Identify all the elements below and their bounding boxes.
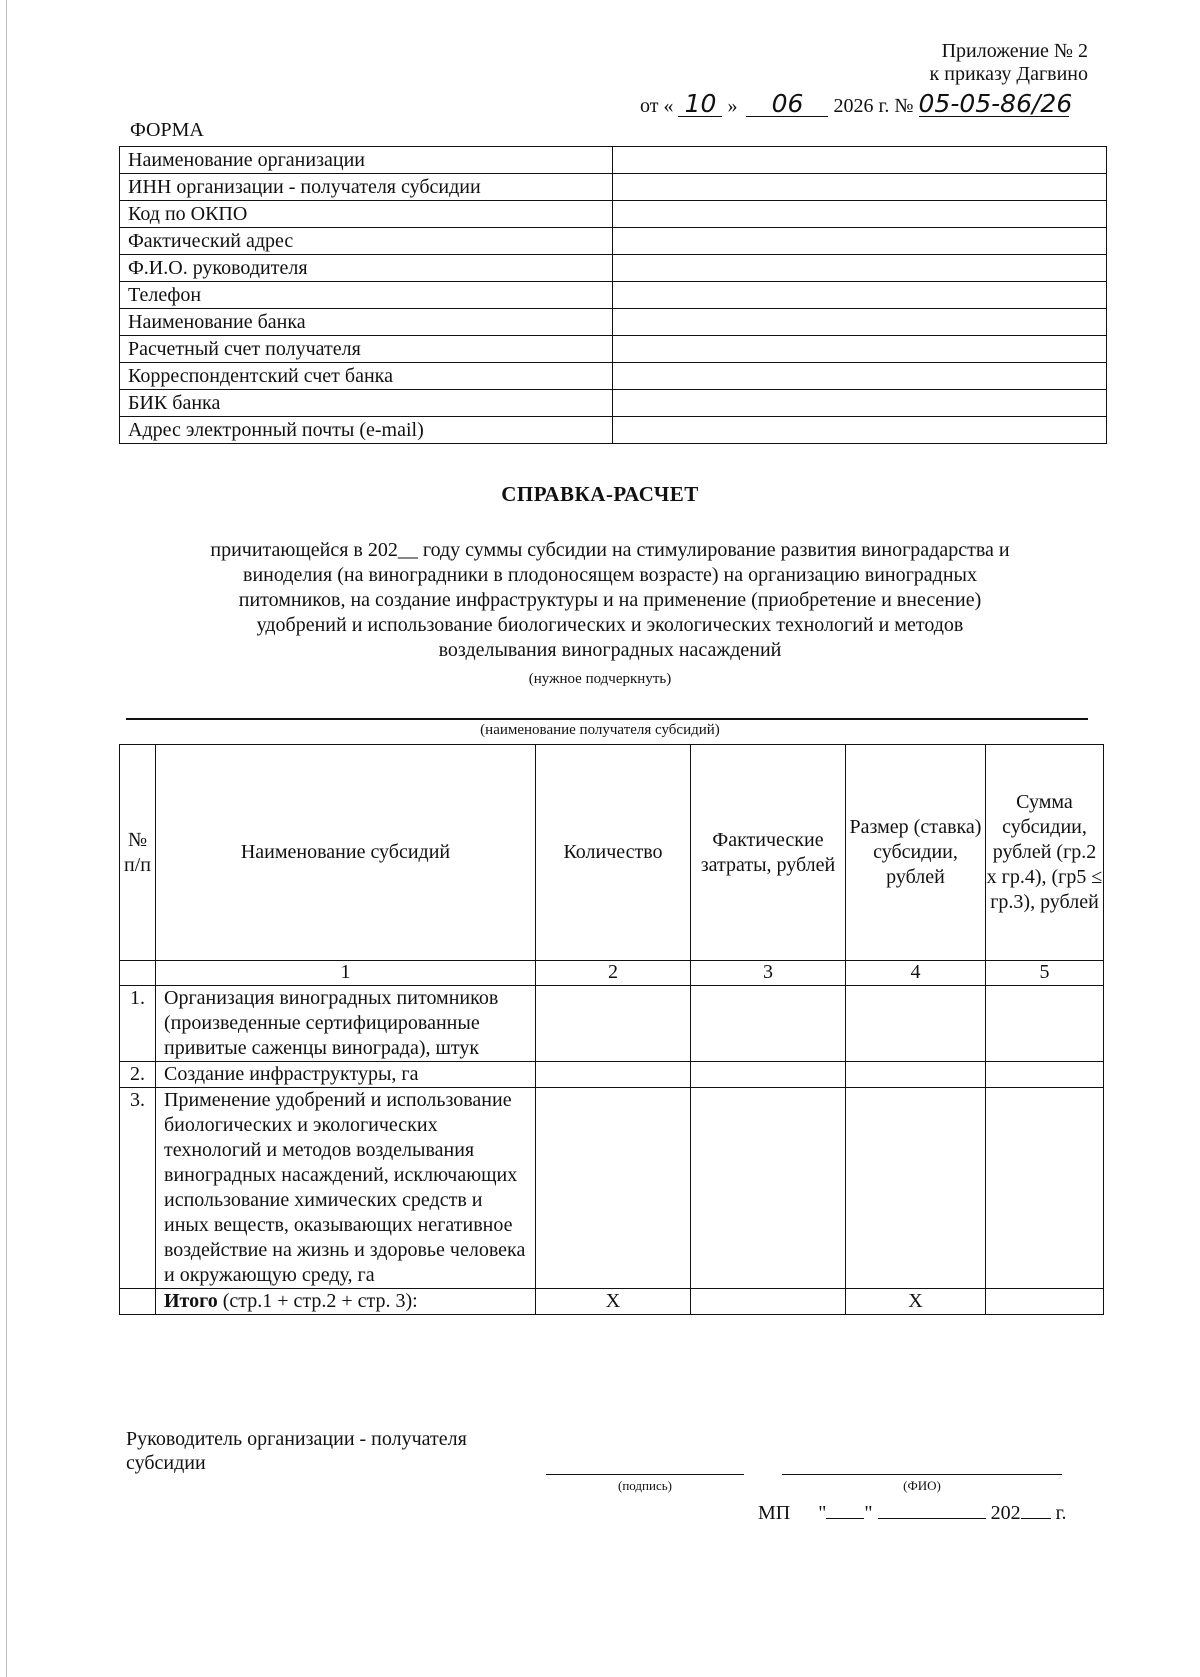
total-label [156,1289,536,1315]
document-description [120,538,1100,663]
row-number: 2. [120,1062,156,1088]
date-month-blank[interactable] [878,1500,986,1519]
signature-caption: (подпись) [618,1478,672,1493]
stamp-label: МП [758,1502,791,1524]
description-line: возделывания виноградных насаждений [438,639,782,661]
date-quote-close: " [864,1502,873,1524]
info-label: Адрес электронный почты (e-mail) [120,417,613,444]
appendix-line-2: к приказу Дагвино [929,63,1088,85]
recipient-name-line[interactable] [126,718,1088,720]
info-label: Расчетный счет получателя [120,336,613,363]
info-label: ИНН организации - получателя субсидии [120,174,613,201]
head-label-line-2: субсидии [126,1452,206,1474]
row-name: Применение удобрений и использование биологических и экологических технологий и методов возделывания виноградных насаждений, исключающих использование химических средств и иных веществ, оказывающих негативное воздействие на жизнь и здоровье человека и окружающую среду, га [156,1088,536,1289]
header-no: № п/п [120,745,156,961]
signature-line[interactable] [546,1474,744,1475]
header-qty: Количество [536,745,691,961]
header-costs: Фактические затраты, рублей [691,745,846,961]
rate-cell[interactable] [846,1088,986,1289]
column-number-row [120,961,1104,986]
info-row [120,228,1107,255]
info-value-field[interactable] [613,255,1107,282]
col-number: 4 [846,961,986,986]
info-value-field[interactable] [613,336,1107,363]
organization-info-table [119,146,1107,444]
info-value-field[interactable] [613,363,1107,390]
table-row [120,986,1104,1062]
total-rate-x: Х [846,1289,986,1315]
info-value-field[interactable] [613,147,1107,174]
total-label-bold: Итого [164,1290,218,1312]
quote-close: » [727,95,738,117]
info-row [120,363,1107,390]
rate-cell[interactable] [846,986,986,1062]
total-row [120,1289,1104,1315]
info-row [120,255,1107,282]
scan-edge [6,0,7,1677]
header-sum: Сумма субсидии, рублей (гр.2 х гр.4), (гр5 ≤ гр.3), рублей [986,745,1104,961]
qty-cell[interactable] [536,1088,691,1289]
sum-cell[interactable] [986,1062,1104,1088]
document-title: СПРАВКА-РАСЧЕТ [501,482,699,506]
date-day-blank[interactable] [826,1500,864,1519]
decree-number: 05-05-86/26 [918,89,1073,118]
info-value-field[interactable] [613,282,1107,309]
col-number: 1 [156,961,536,986]
row-number: 1. [120,986,156,1062]
head-signature-label [126,1427,467,1475]
table-row [120,1062,1104,1088]
forma-label: ФОРМА [130,119,204,141]
col-number: 5 [986,961,1104,986]
stamp-date-line [758,1500,1067,1525]
info-value-field[interactable] [613,417,1107,444]
description-line: причитающейся в 202__ году суммы субсидии на стимулирование развития виноградарства и [210,539,1010,561]
info-label: БИК банка [120,390,613,417]
info-row [120,417,1107,444]
fio-caption: (ФИО) [903,1478,941,1493]
info-value-field[interactable] [613,201,1107,228]
date-year-suffix: г. [1055,1502,1067,1524]
table-header-row [120,745,1104,961]
info-label: Корреспондентский счет банка [120,363,613,390]
total-label-formula: (стр.1 + стр.2 + стр. 3): [217,1290,418,1312]
info-value-field[interactable] [613,309,1107,336]
info-label: Телефон [120,282,613,309]
info-value-field[interactable] [613,390,1107,417]
sum-cell[interactable] [986,986,1104,1062]
total-costs-cell[interactable] [691,1289,846,1315]
header-rate: Размер (ставка) субсидии, рублей [846,745,986,961]
row-name: Организация виноградных питомников (произведенные сертифицированные привитые саженцы винограда), штук [156,986,536,1062]
info-row [120,336,1107,363]
recipient-caption: (наименование получателя субсидий) [480,722,720,738]
info-row [120,174,1107,201]
qty-cell[interactable] [536,986,691,1062]
decree-date-line [640,89,1073,118]
total-qty-x: Х [536,1289,691,1315]
col-number: 3 [691,961,846,986]
info-label: Ф.И.О. руководителя [120,255,613,282]
appendix-line-1: Приложение № 2 [941,40,1088,62]
total-sum-cell[interactable] [986,1289,1104,1315]
info-row [120,390,1107,417]
description-line: удобрений и использование биологических и экологических технологий и методов [256,614,964,636]
underline-note: (нужное подчеркнуть) [528,671,672,687]
info-row [120,282,1107,309]
description-line: питомников, на создание инфраструктуры и на применение (приобретение и внесение) [238,589,982,611]
from-prefix: от « [640,95,674,117]
rate-cell[interactable] [846,1062,986,1088]
row-name: Создание инфраструктуры, га [156,1062,536,1088]
info-label: Наименование организации [120,147,613,174]
col-number: 2 [536,961,691,986]
info-label: Фактический адрес [120,228,613,255]
info-row [120,201,1107,228]
header-name: Наименование субсидий [156,745,536,961]
sum-cell[interactable] [986,1088,1104,1289]
col-number-blank [120,961,156,986]
costs-cell[interactable] [691,1062,846,1088]
qty-cell[interactable] [536,1062,691,1088]
info-label: Наименование банка [120,309,613,336]
costs-cell[interactable] [691,1088,846,1289]
date-quote-open: " [818,1502,827,1524]
costs-cell[interactable] [691,986,846,1062]
head-label-line-1: Руководитель организации - получателя [126,1428,467,1450]
info-value-field[interactable] [613,174,1107,201]
decree-day: 10 [678,92,722,117]
fio-line[interactable] [782,1474,1062,1475]
info-value-field[interactable] [613,228,1107,255]
decree-month: 06 [746,92,828,117]
info-row [120,147,1107,174]
appendix-header [930,40,1088,86]
table-row [120,1088,1104,1289]
date-year-prefix: 202 [990,1502,1021,1524]
decree-year: 2026 г. № [833,95,914,117]
info-label: Код по ОКПО [120,201,613,228]
date-year-blank[interactable] [1021,1500,1051,1519]
description-line: виноделия (на виноградники в плодоносящем возрасте) на организацию виноградных [243,564,977,586]
subsidy-table [119,744,1104,1315]
row-number: 3. [120,1088,156,1289]
info-row [120,309,1107,336]
total-no-blank [120,1289,156,1315]
